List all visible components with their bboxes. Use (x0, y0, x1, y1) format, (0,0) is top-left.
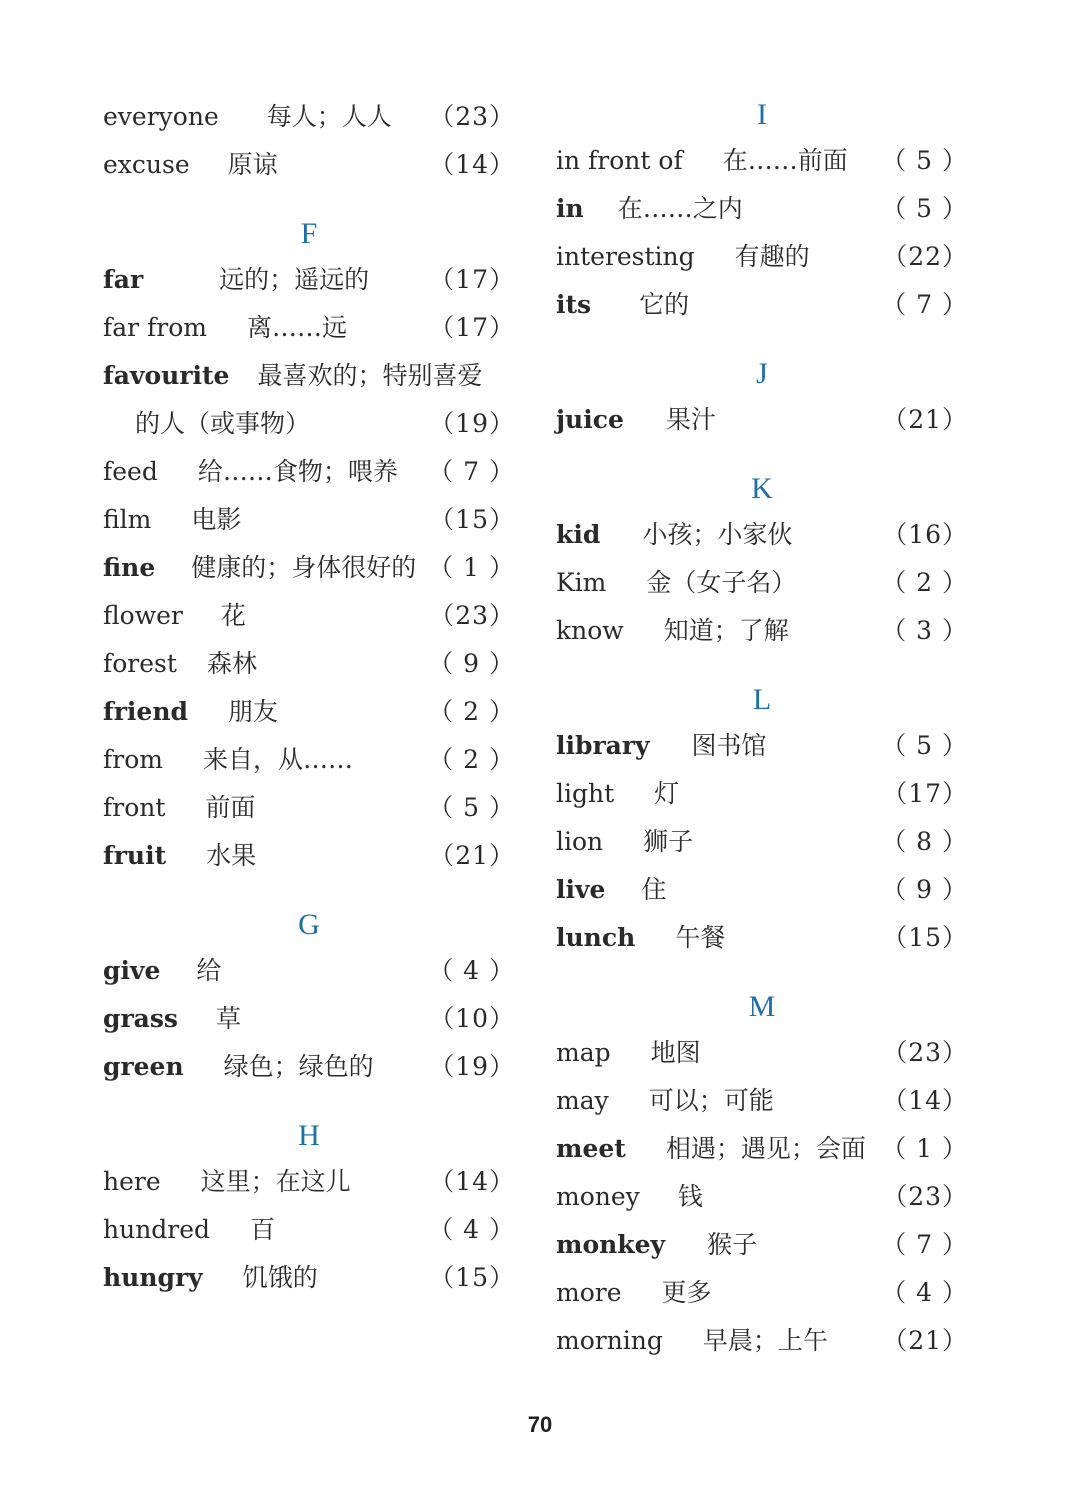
entry-meaning: 绿色；绿色的 (223, 1052, 374, 1081)
entry-unit-number: （14） (429, 150, 515, 179)
page-number: 70 (527, 1412, 553, 1437)
entry-unit-number: （14） (882, 1086, 968, 1115)
section-letter: F (300, 217, 318, 250)
entry-unit-number: （16） (882, 520, 968, 549)
entry-unit-number: （ 4 ） (428, 1215, 515, 1244)
entry-unit-number: （ 9 ） (881, 875, 968, 904)
entry-meaning: 早晨；上午 (702, 1326, 828, 1355)
entry-word: from (103, 745, 163, 774)
entry-unit-number: （17） (882, 779, 968, 808)
entry-word: money (556, 1182, 640, 1211)
entry-meaning: 离……远 (247, 313, 348, 342)
glossary-entry (556, 1125, 968, 1173)
entry-meaning: 住 (641, 875, 667, 904)
entry-unit-number: （ 2 ） (428, 697, 515, 726)
entry-word: grass (103, 1004, 178, 1033)
entry-word: flower (103, 601, 183, 630)
entry-meaning: 知道；了解 (663, 616, 789, 645)
entry-meaning: 草 (216, 1004, 242, 1033)
glossary-entry (103, 1206, 515, 1254)
glossary-entry (103, 688, 515, 736)
entry-unit-number: （22） (882, 242, 968, 271)
entry-word: kid (556, 520, 601, 549)
entry-meaning: 可以；可能 (648, 1086, 774, 1115)
entry-meaning: 地图 (650, 1038, 701, 1067)
entry-meaning: 在……前面 (722, 146, 848, 175)
glossary-entry (556, 607, 968, 655)
glossary-entry (556, 396, 968, 444)
glossary-entry (556, 1077, 968, 1125)
entry-unit-number: （17） (429, 313, 515, 342)
entry-word: map (556, 1038, 611, 1067)
entry-word: meet (556, 1134, 626, 1163)
glossary-entry (103, 592, 515, 640)
glossary-entry (103, 784, 515, 832)
glossary-entry (556, 1317, 968, 1365)
glossary-entry (556, 914, 968, 962)
glossary-entry (556, 1221, 968, 1269)
glossary-entry (103, 995, 515, 1043)
glossary-entry (103, 304, 515, 352)
entry-word: Kim (556, 568, 607, 597)
entry-word: here (103, 1167, 161, 1196)
entry-meaning: 午餐 (675, 923, 726, 952)
entry-unit-number: （ 5 ） (881, 146, 968, 175)
right-column (556, 93, 968, 1365)
glossary-entry (556, 185, 968, 233)
glossary-entry (103, 1158, 515, 1206)
entry-word: film (103, 505, 152, 534)
entry-unit-number: （23） (882, 1038, 968, 1067)
entry-meaning: 图书馆 (691, 731, 767, 760)
glossary-entry (556, 511, 968, 559)
entry-meaning: 灯 (654, 779, 680, 808)
entry-word: library (556, 731, 650, 760)
entry-unit-number: （23） (429, 102, 515, 131)
section-letter: I (757, 98, 767, 131)
glossary-entry (103, 736, 515, 784)
entry-unit-number: （15） (429, 505, 515, 534)
entry-word: forest (103, 649, 177, 678)
entry-meaning: 朋友 (228, 697, 279, 726)
entry-meaning: 花 (220, 601, 246, 630)
entry-meaning: 狮子 (643, 827, 694, 856)
entry-word: fruit (103, 841, 167, 870)
entry-meaning: 有趣的 (734, 242, 810, 271)
glossary-entry (103, 256, 515, 304)
glossary-entry (556, 722, 968, 770)
glossary-entry (103, 832, 515, 880)
entry-meaning: 小孩；小家伙 (642, 520, 793, 549)
entry-word: excuse (103, 150, 190, 179)
entry-word: more (556, 1278, 622, 1307)
glossary-entry (103, 448, 515, 496)
entry-meaning: 果汁 (665, 405, 716, 434)
entry-word: know (556, 616, 624, 645)
glossary-entry (103, 141, 515, 189)
entry-meaning: 给 (196, 956, 222, 985)
entry-word: light (556, 779, 615, 808)
entry-meaning: 电影 (191, 505, 242, 534)
entry-meaning: 金（女子名） (646, 568, 797, 597)
entry-word: morning (556, 1326, 663, 1355)
entry-word: fine (103, 553, 156, 582)
glossary-entry (103, 640, 515, 688)
glossary-entry (103, 496, 515, 544)
entry-unit-number: （ 7 ） (428, 457, 515, 486)
entry-word: feed (103, 457, 158, 486)
entry-unit-number: （21） (882, 1326, 968, 1355)
entry-word: juice (556, 405, 624, 434)
glossary-entry (556, 559, 968, 607)
entry-word: far (103, 265, 144, 294)
entry-meaning: 最喜欢的；特别喜爱 (257, 361, 483, 390)
entry-unit-number: （ 5 ） (881, 731, 968, 760)
entry-unit-number: （19） (429, 1052, 515, 1081)
glossary-entry (103, 947, 515, 995)
section-letter: G (298, 908, 320, 941)
entry-unit-number: （23） (429, 601, 515, 630)
glossary-entry (556, 137, 968, 185)
entry-unit-number: （21） (882, 405, 968, 434)
glossary-entry (556, 281, 968, 329)
entry-unit-number: （21） (429, 841, 515, 870)
entry-unit-number: （15） (429, 1263, 515, 1292)
entry-meaning: 来自，从…… (202, 745, 353, 774)
entry-unit-number: （10） (429, 1004, 515, 1033)
section-letter: J (756, 357, 768, 390)
entry-meaning: 远的；遥远的 (219, 265, 370, 294)
entry-word: give (103, 956, 161, 985)
glossary-entry (103, 352, 515, 400)
entry-unit-number: （ 7 ） (881, 290, 968, 319)
entry-unit-number: （ 2 ） (881, 568, 968, 597)
entry-unit-number: （ 3 ） (881, 616, 968, 645)
entry-unit-number: （ 9 ） (428, 649, 515, 678)
entry-word: in front of (556, 146, 683, 175)
entry-word: front (103, 793, 166, 822)
glossary-entry (556, 1173, 968, 1221)
entry-unit-number: （ 5 ） (428, 793, 515, 822)
entry-meaning: 前面 (205, 793, 256, 822)
entry-word: interesting (556, 242, 695, 271)
entry-meaning: 原谅 (227, 150, 278, 179)
glossary-entry-continuation (103, 400, 515, 448)
entry-unit-number: （ 4 ） (881, 1278, 968, 1307)
entry-unit-number: （15） (882, 923, 968, 952)
glossary-entry (556, 233, 968, 281)
section-letter: L (752, 683, 772, 716)
entry-meaning: 这里；在这儿 (200, 1167, 351, 1196)
entry-unit-number: （ 1 ） (428, 553, 515, 582)
entry-unit-number: （ 5 ） (881, 194, 968, 223)
glossary-entry (103, 1043, 515, 1091)
entry-word: friend (103, 697, 188, 726)
glossary-entry (556, 770, 968, 818)
entry-meaning: 每人；人人 (266, 102, 392, 131)
entry-word: live (556, 875, 606, 904)
entry-meaning: 的人（或事物） (135, 409, 311, 438)
entry-word: lion (556, 827, 604, 856)
glossary-entry (556, 1269, 968, 1317)
entry-meaning: 猴子 (707, 1230, 758, 1259)
section-letter: K (751, 472, 773, 505)
glossary-entry (556, 1029, 968, 1077)
entry-meaning: 森林 (206, 649, 257, 678)
entry-word: far from (103, 313, 208, 342)
entry-meaning: 百 (250, 1215, 276, 1244)
entry-unit-number: （17） (429, 265, 515, 294)
entry-unit-number: （23） (882, 1182, 968, 1211)
entry-word: everyone (103, 102, 219, 131)
section-letter: M (748, 990, 776, 1023)
entry-unit-number: （ 8 ） (881, 827, 968, 856)
glossary-entry (103, 1254, 515, 1302)
entry-unit-number: （19） (429, 409, 515, 438)
entry-meaning: 相遇；遇见；会面 (665, 1134, 866, 1163)
entry-word: monkey (556, 1230, 666, 1259)
entry-meaning: 在……之内 (617, 194, 743, 223)
entry-meaning: 给……食物；喂养 (197, 457, 398, 486)
glossary-entry (556, 866, 968, 914)
glossary-entry (103, 544, 515, 592)
entry-word: may (556, 1086, 609, 1115)
entry-word: hundred (103, 1215, 211, 1244)
entry-meaning: 饥饿的 (242, 1263, 318, 1292)
entry-unit-number: （ 1 ） (881, 1134, 968, 1163)
entry-unit-number: （14） (429, 1167, 515, 1196)
entry-unit-number: （ 7 ） (881, 1230, 968, 1259)
entry-meaning: 更多 (661, 1278, 712, 1307)
entry-word: favourite (103, 361, 230, 390)
entry-meaning: 健康的；身体很好的 (191, 553, 417, 582)
entry-word: green (103, 1052, 184, 1081)
entry-word: lunch (556, 923, 636, 952)
glossary-entry (556, 818, 968, 866)
entry-word: hungry (103, 1263, 203, 1292)
entry-unit-number: （ 2 ） (428, 745, 515, 774)
entry-meaning: 它的 (639, 290, 690, 319)
entry-unit-number: （ 4 ） (428, 956, 515, 985)
entry-word: in (556, 194, 584, 223)
glossary-entry (103, 93, 515, 141)
entry-meaning: 水果 (206, 841, 257, 870)
section-letter: H (298, 1119, 320, 1152)
entry-word: its (556, 290, 592, 319)
entry-meaning: 钱 (677, 1182, 703, 1211)
left-column (103, 93, 515, 1302)
